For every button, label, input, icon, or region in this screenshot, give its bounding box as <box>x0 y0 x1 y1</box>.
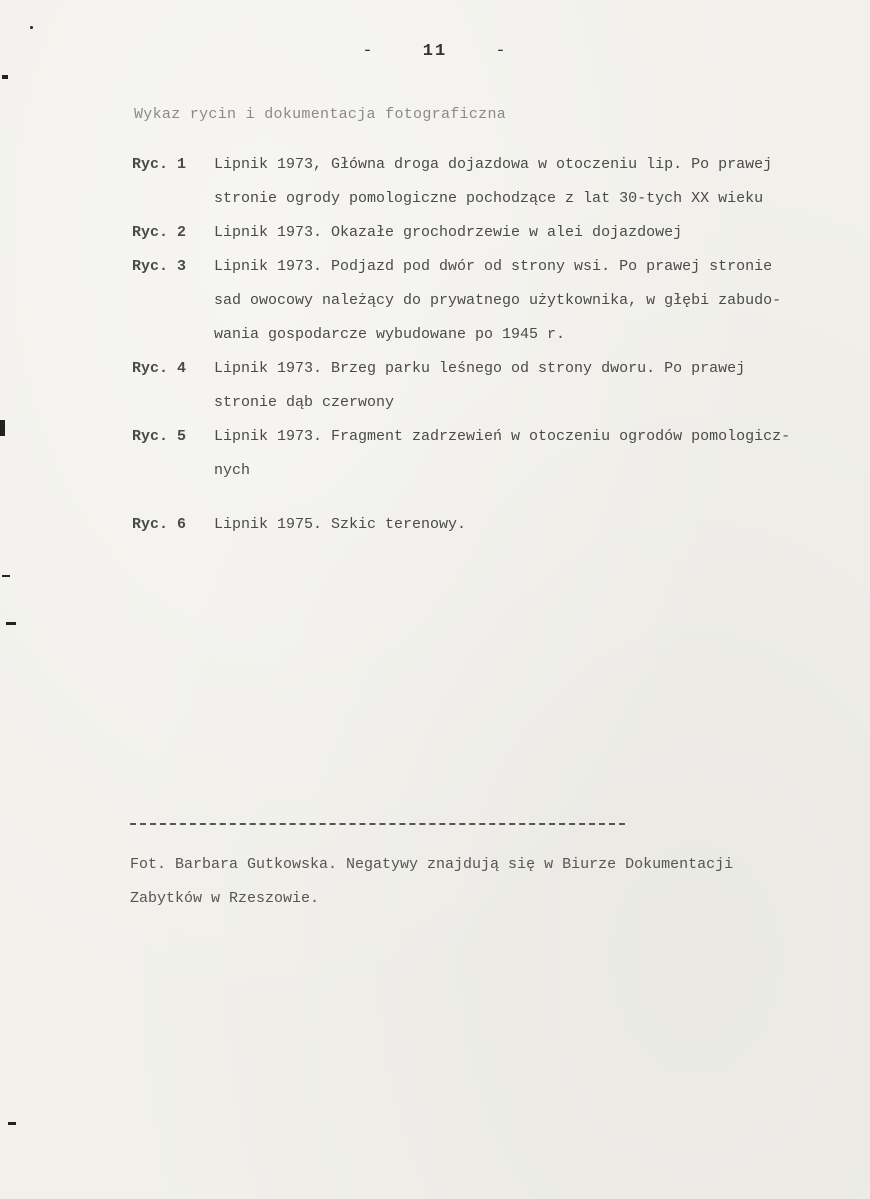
figure-caption: Lipnik 1973. Podjazd pod dwór od strony wsi. Po prawej stronie sad owocowy należący do prywatnego użytkownika, w głębi zabudo- wania gospodarcze wybudowane po 1945 r. <box>214 258 782 343</box>
page-number-dash-left: - <box>362 42 375 61</box>
figure-entry-4 <box>132 352 867 420</box>
figure-list <box>132 148 867 542</box>
figure-label: Ryc. 3 <box>132 258 187 275</box>
margin-mark <box>6 622 16 625</box>
figure-entry-3 <box>132 250 867 352</box>
page-number-dash-right: - <box>495 42 508 61</box>
margin-mark <box>8 1122 16 1125</box>
figure-label: Ryc. 1 <box>132 156 187 173</box>
margin-mark <box>30 26 33 29</box>
margin-mark <box>2 575 10 577</box>
figure-label: Ryc. 6 <box>132 516 187 533</box>
figure-entry-5 <box>132 420 867 488</box>
figure-label: Ryc. 5 <box>132 428 187 445</box>
margin-mark <box>0 420 5 436</box>
page-number-line <box>0 42 870 61</box>
figure-caption: Lipnik 1973, Główna droga dojazdowa w otoczeniu lip. Po prawej stronie ogrody pomologiczne pochodzące z lat 30-tych XX wieku <box>214 156 773 207</box>
figure-caption: Lipnik 1973. Brzeg parku leśnego od strony dworu. Po prawej stronie dąb czerwony <box>214 360 746 411</box>
list-heading: Wykaz rycin i dokumentacja fotograficzna <box>134 106 507 123</box>
page-number: 11 <box>422 42 448 61</box>
figure-entry-6 <box>132 508 867 542</box>
figure-label: Ryc. 2 <box>132 224 187 241</box>
figure-label: Ryc. 4 <box>132 360 187 377</box>
figure-caption: Lipnik 1973. Fragment zadrzewień w otoczeniu ogrodów pomologicz- nych <box>214 428 791 479</box>
margin-mark <box>2 75 8 79</box>
separator-rule <box>130 823 625 825</box>
photo-credit-footnote: Fot. Barbara Gutkowska. Negatywy znajdują się w Biurze Dokumentacji Zabytków w Rzeszowie. <box>130 856 734 907</box>
figure-entry-2 <box>132 216 867 250</box>
figure-entry-1 <box>132 148 867 216</box>
figure-caption: Lipnik 1975. Szkic terenowy. <box>214 516 467 533</box>
figure-caption: Lipnik 1973. Okazałe grochodrzewie w alei dojazdowej <box>214 224 683 241</box>
